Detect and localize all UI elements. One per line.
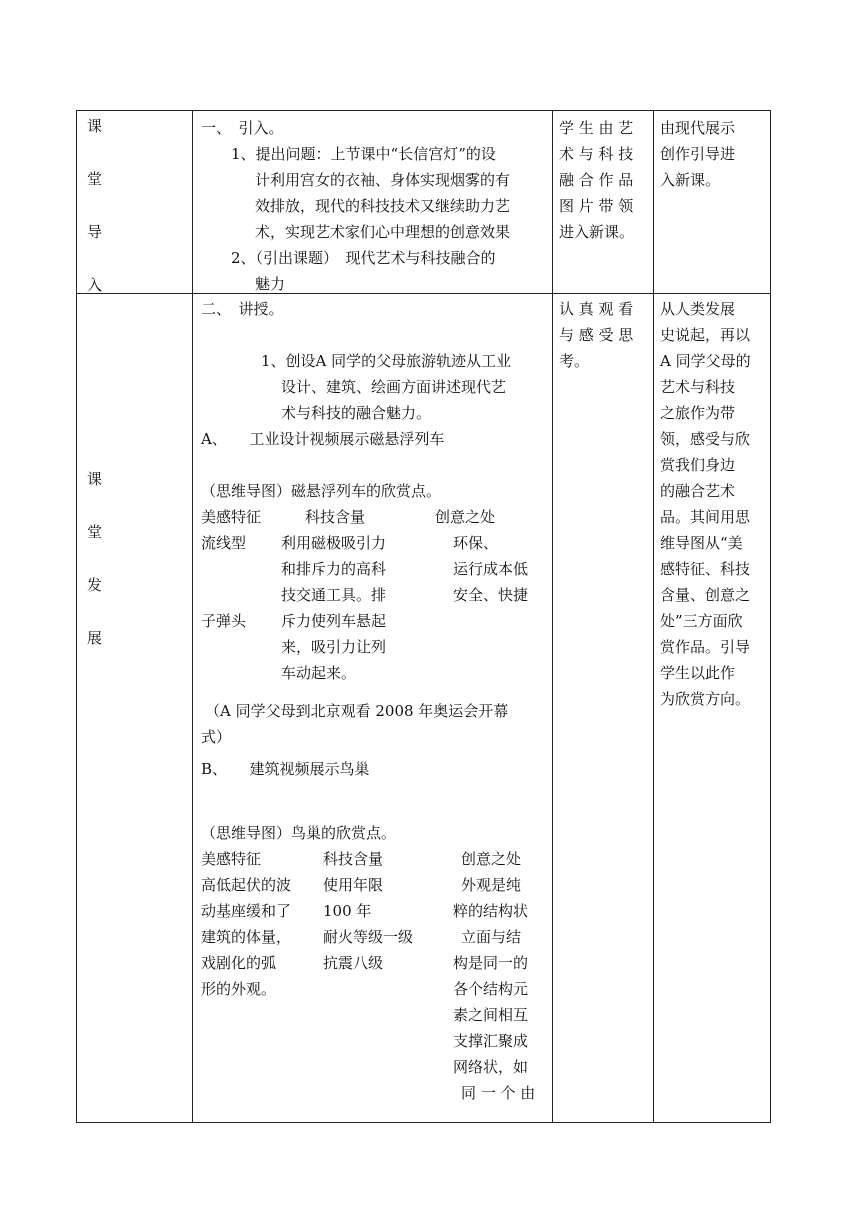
intent-line: 之旅作为带 — [660, 404, 736, 422]
b-col3-line: 构是同一的 — [453, 954, 529, 972]
question-1-line: 1、提出问题：上节课中“长信宫灯”的设 — [231, 145, 496, 163]
b-col3-line: 立面与结 — [461, 928, 522, 946]
intent-line: 处”三方面欣 — [660, 612, 743, 630]
intent-line: A 同学父母的 — [660, 352, 751, 370]
label-char: 入 — [87, 276, 103, 294]
b-col3-line: 素之间相互 — [453, 1006, 529, 1024]
question-1-line: 术，实现艺术家们心中理想的创意效果 — [255, 223, 511, 241]
b-col3-line: 各个结构元 — [453, 980, 529, 998]
intent-line: 由现代展示 — [660, 119, 736, 137]
intent-line: 入新课。 — [660, 171, 721, 189]
student-line: 学 生 由 艺 — [559, 119, 634, 137]
b-col1-line: 高低起伏的波 — [201, 876, 292, 894]
section-a-title: A、 工业设计视频展示磁悬浮列车 — [201, 430, 445, 448]
a-col2-line: 和排斥力的高科 — [281, 560, 387, 578]
transition-line: （A 同学父母到北京观看 2008 年奥运会开幕 — [205, 702, 509, 720]
b-header-creative: 创意之处 — [461, 850, 522, 868]
a-header-creative: 创意之处 — [435, 508, 496, 526]
point-1-line: 术与科技的融合魅力。 — [281, 404, 432, 422]
b-col2-line: 100 年 — [323, 902, 372, 920]
table-row-intro — [77, 111, 771, 294]
intent-line: 的融合艺术 — [660, 482, 736, 500]
label-char: 课 — [87, 117, 103, 135]
b-col1-line: 戏剧化的弧 — [201, 954, 277, 972]
section-b-title: B、 建筑视频展示鸟巢 — [201, 760, 370, 778]
label-char: 课 — [87, 470, 103, 488]
a-col2-line: 来，吸引力让列 — [281, 638, 387, 656]
b-col2-line: 抗震八级 — [323, 954, 384, 972]
b-col3-line: 外观是纯 — [461, 876, 522, 894]
intent-line: 史说起，再以 — [660, 326, 751, 344]
section-a-mindmap: （思维导图）磁悬浮列车的欣赏点。 — [201, 482, 442, 500]
student-line: 认 真 观 看 — [559, 300, 634, 318]
a-col3-line: 运行成本低 — [453, 560, 529, 578]
a-col3-line: 环保、 — [453, 534, 499, 552]
a-col2-line: 车动起来。 — [281, 664, 357, 682]
b-col3-line: 支撑汇聚成 — [453, 1032, 529, 1050]
intent-line: 赏我们身边 — [660, 456, 736, 474]
student-line: 融 合 作 品 — [559, 171, 634, 189]
intent-line: 为欣赏方向。 — [660, 690, 751, 708]
intent-line: 从人类发展 — [660, 300, 736, 318]
label-char: 堂 — [87, 523, 103, 541]
b-col3-line: 同 一 个 由 — [461, 1084, 536, 1102]
intent-line: 创作引导进 — [660, 145, 736, 163]
point-1-line: 设计、建筑、绘画方面讲述现代艺 — [281, 378, 507, 396]
development-content-cell — [193, 294, 553, 1123]
row-label-development — [77, 294, 193, 1123]
intent-line: 含量、创意之 — [660, 586, 751, 604]
intent-line: 感特征、科技 — [660, 560, 751, 578]
table-row-development — [77, 294, 771, 1123]
intro-heading: 一、 引入。 — [201, 119, 284, 137]
a-col1-line: 流线型 — [201, 534, 247, 552]
a-col3-line: 安全、快捷 — [453, 586, 529, 604]
design-intent-intro — [654, 111, 771, 294]
b-col3-line: 网络状，如 — [453, 1058, 529, 1076]
student-line: 术 与 科 技 — [559, 145, 634, 163]
a-col2-line: 利用磁极吸引力 — [281, 534, 387, 552]
b-col1-line: 建筑的体量， — [201, 928, 292, 946]
question-1-line: 效排放，现代的科技技术又继续助力艺 — [255, 197, 511, 215]
development-heading: 二、 讲授。 — [201, 300, 284, 318]
intent-line: 维导图从“美 — [660, 534, 743, 552]
question-1-line: 计利用宫女的衣袖、身体实现烟雾的有 — [255, 171, 511, 189]
b-col1-line: 形的外观。 — [201, 980, 277, 998]
label-char: 导 — [87, 223, 103, 241]
intent-line: 赏作品。引导 — [660, 638, 751, 656]
row-label-intro — [77, 111, 193, 294]
b-header-tech: 科技含量 — [323, 850, 384, 868]
question-2-line: 魅力 — [255, 275, 286, 293]
lesson-plan-table — [76, 110, 771, 1123]
b-col2-line: 耐火等级一级 — [323, 928, 414, 946]
question-2-line: 2、（引出课题） 现代艺术与科技融合的 — [231, 249, 496, 267]
design-intent-development — [654, 294, 771, 1123]
student-activity-development — [553, 294, 654, 1123]
label-char: 展 — [87, 629, 103, 647]
a-header-tech: 科技含量 — [305, 508, 366, 526]
label-char: 堂 — [87, 170, 103, 188]
intent-line: 艺术与科技 — [660, 378, 736, 396]
student-line: 进入新课。 — [559, 223, 635, 241]
student-activity-intro — [553, 111, 654, 294]
b-col1-line: 动基座缓和了 — [201, 902, 292, 920]
student-line: 与 感 受 思 — [559, 326, 634, 344]
intent-line: 品。其间用思 — [660, 508, 751, 526]
b-col2-line: 使用年限 — [323, 876, 384, 894]
label-char: 发 — [87, 576, 103, 594]
student-line: 考。 — [559, 352, 590, 370]
intent-line: 学生以此作 — [660, 664, 736, 682]
b-col3-line: 粹的结构状 — [453, 902, 529, 920]
section-b-mindmap: （思维导图）鸟巢的欣赏点。 — [201, 824, 397, 842]
a-header-beauty: 美感特征 — [201, 508, 262, 526]
b-header-beauty: 美感特征 — [201, 850, 262, 868]
point-1-line: 1、创设A 同学的父母旅游轨迹从工业 — [261, 352, 512, 370]
intro-content-cell — [193, 111, 553, 294]
a-col2-line: 技交通工具。排 — [281, 586, 387, 604]
a-col1-line: 子弹头 — [201, 612, 247, 630]
intent-line: 领，感受与欣 — [660, 430, 751, 448]
a-col2-line: 斥力使列车悬起 — [281, 612, 387, 630]
student-line: 图 片 带 领 — [559, 197, 634, 215]
transition-line: 式） — [201, 728, 232, 746]
